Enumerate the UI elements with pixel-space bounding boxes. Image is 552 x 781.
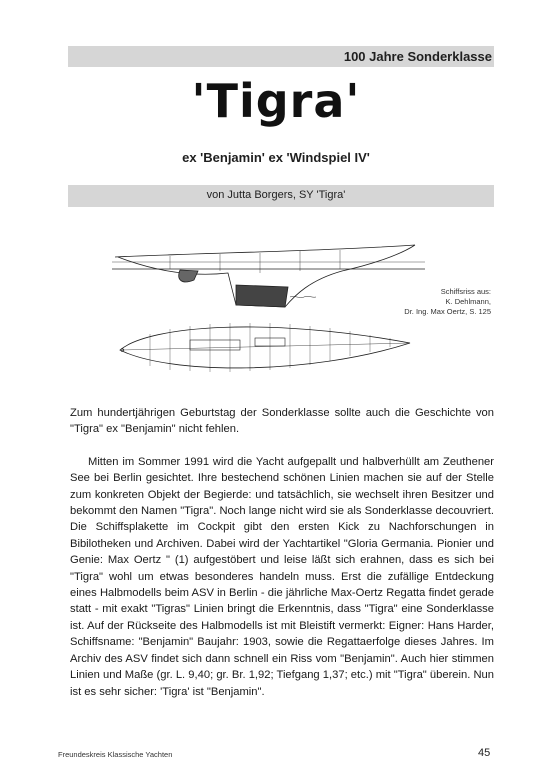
footer-publisher: Freundeskreis Klassische Yachten xyxy=(58,750,173,759)
caption-line: K. Dehlmann, xyxy=(445,297,491,306)
article-author: von Jutta Borgers, SY 'Tigra' xyxy=(206,189,346,201)
caption-line: Schiffsriss aus: xyxy=(440,287,491,296)
profile-drawing xyxy=(112,245,425,307)
body-paragraph-intro: Zum hundertjährigen Geburtstag der Sonderklasse sollte auch die Geschichte von "Tigra" ex "Benjamin" nicht fehlen. xyxy=(70,407,494,436)
figure-caption xyxy=(404,287,491,317)
series-header: 100 Jahre Sonderklasse xyxy=(343,49,492,64)
article-subtitle: ex 'Benjamin' ex 'Windspiel IV' xyxy=(182,150,370,165)
article-title: 'Tigra' xyxy=(191,74,361,128)
deck-plan-drawing xyxy=(120,323,410,372)
yacht-lines-plan xyxy=(110,225,430,395)
body-paragraph-main: Mitten im Sommer 1991 wird die Yacht aufgepallt und halbverhüllt am Zeuthener See bei Berlin gesichtet. Ihre bestechend schönen Linien machen sie auf der Stelle zum konkreten Objekt der Begierde: und tatsächlich, sie wechselt ihren Besitzer und bekommt den Namen "Tigra". Noch lange nicht wird sie als Sonderklasse decouvriert. Die Schiffsplakette im Cockpit gibt den ersten Kick zu Nachforschungen in Bibilotheken und Archiven. Dabei wird der Yachtartikel "Gloria Germania. Pionier und Genie: Max Oertz " (1) aufgestöbert und leise läßt sich erahnen, dass es sich bei "Tigra" wohl um etwas besonderes handeln muss. Erst die zufällige Entdeckung eines Halbmodells beim ASV in Berlin - die jährliche Max-Oertz Regatta findet gerade statt - mit exakt "Tigras" Linien bringt die Erkenntnis, dass "Tigra" eine Sonderklasse ist. Auf der Rückseite des Halbmodells ist mit Bleistift vermerkt: Eigner: Hans Harder, Schiffsname: "Benjamin" Baujahr: 1903, sowie die Regattaerfolge dieses Jahres. Im Archiv des ASV findet sich dann schnell ein Riss vom "Benjamin". Auch hier stimmen Linien und Maße (gr. L. 9,40; gr. Br. 1,92; Tiefgang 1,37; etc.) mit "Tigra" überein. Nun ist es sehr sicher: 'Tigra' ist "Benjamin". xyxy=(70,455,494,698)
caption-line: Dr. Ing. Max Oertz, S. 125 xyxy=(404,307,491,316)
article-body xyxy=(70,405,494,700)
page-number: 45 xyxy=(478,747,491,759)
